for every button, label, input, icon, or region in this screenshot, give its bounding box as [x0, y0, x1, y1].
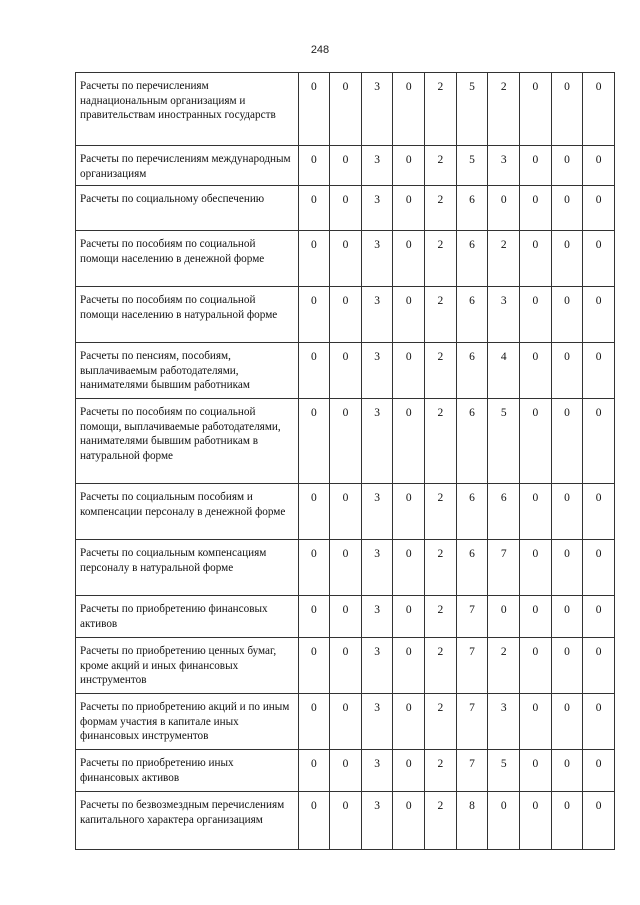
code-digit-cell: 3	[361, 231, 393, 287]
code-digit-cell: 2	[488, 231, 520, 287]
table-row	[76, 231, 615, 287]
code-digit-cell: 0	[551, 750, 583, 792]
table-row	[76, 399, 615, 484]
code-digit-cell: 5	[456, 146, 488, 186]
code-digit-cell: 3	[361, 287, 393, 343]
account-name-cell: Расчеты по безвозмездным перечислениям капитального характера организациям	[76, 792, 299, 850]
code-digit-cell: 0	[393, 694, 425, 750]
code-digit-cell: 3	[488, 287, 520, 343]
code-digit-cell: 0	[298, 484, 330, 540]
code-digit-cell: 3	[361, 399, 393, 484]
code-digit-cell: 0	[520, 596, 552, 638]
code-digit-cell: 3	[361, 73, 393, 146]
code-digit-cell: 0	[298, 792, 330, 850]
code-digit-cell: 0	[298, 73, 330, 146]
code-digit-cell: 7	[488, 540, 520, 596]
code-digit-cell: 0	[551, 186, 583, 231]
code-digit-cell: 0	[583, 596, 615, 638]
code-digit-cell: 0	[393, 638, 425, 694]
code-digit-cell: 2	[425, 146, 457, 186]
code-digit-cell: 0	[330, 73, 362, 146]
code-digit-cell: 0	[298, 540, 330, 596]
code-digit-cell: 0	[330, 399, 362, 484]
table-row	[76, 146, 615, 186]
code-digit-cell: 0	[298, 343, 330, 399]
code-digit-cell: 0	[551, 484, 583, 540]
code-digit-cell: 0	[298, 596, 330, 638]
code-digit-cell: 0	[298, 694, 330, 750]
code-digit-cell: 0	[393, 146, 425, 186]
code-digit-cell: 6	[456, 540, 488, 596]
code-digit-cell: 0	[330, 596, 362, 638]
code-digit-cell: 8	[456, 792, 488, 850]
code-digit-cell: 3	[361, 596, 393, 638]
code-digit-cell: 7	[456, 694, 488, 750]
code-digit-cell: 2	[425, 540, 457, 596]
code-digit-cell: 5	[456, 73, 488, 146]
code-digit-cell: 0	[520, 287, 552, 343]
code-digit-cell: 2	[425, 694, 457, 750]
code-digit-cell: 0	[520, 792, 552, 850]
code-digit-cell: 5	[488, 399, 520, 484]
code-digit-cell: 0	[520, 638, 552, 694]
account-name-cell: Расчеты по приобретению ценных бумаг, кроме акций и иных финансовых инструментов	[76, 638, 299, 694]
code-digit-cell: 0	[551, 146, 583, 186]
code-digit-cell: 0	[298, 186, 330, 231]
code-digit-cell: 0	[520, 146, 552, 186]
code-digit-cell: 2	[425, 287, 457, 343]
code-digit-cell: 0	[583, 540, 615, 596]
code-digit-cell: 0	[583, 186, 615, 231]
code-digit-cell: 0	[583, 750, 615, 792]
table-body	[76, 73, 615, 850]
code-digit-cell: 0	[393, 399, 425, 484]
code-digit-cell: 3	[488, 694, 520, 750]
account-name-cell: Расчеты по приобретению финансовых активов	[76, 596, 299, 638]
code-digit-cell: 0	[393, 73, 425, 146]
code-digit-cell: 0	[551, 694, 583, 750]
code-digit-cell: 6	[456, 231, 488, 287]
table-row	[76, 596, 615, 638]
code-digit-cell: 3	[361, 792, 393, 850]
code-digit-cell: 2	[425, 73, 457, 146]
table-row	[76, 792, 615, 850]
code-digit-cell: 0	[551, 343, 583, 399]
table-row	[76, 343, 615, 399]
code-digit-cell: 6	[456, 287, 488, 343]
account-name-cell: Расчеты по пособиям по социальной помощи населению в натуральной форме	[76, 287, 299, 343]
code-digit-cell: 0	[298, 146, 330, 186]
code-digit-cell: 2	[488, 638, 520, 694]
account-name-cell: Расчеты по социальным пособиям и компенсации персоналу в денежной форме	[76, 484, 299, 540]
table-row	[76, 186, 615, 231]
account-name-cell: Расчеты по приобретению иных финансовых активов	[76, 750, 299, 792]
table-row	[76, 73, 615, 146]
code-digit-cell: 6	[456, 186, 488, 231]
account-name-cell: Расчеты по социальному обеспечению	[76, 186, 299, 231]
code-digit-cell: 2	[425, 638, 457, 694]
code-digit-cell: 2	[425, 399, 457, 484]
code-digit-cell: 3	[361, 694, 393, 750]
code-digit-cell: 0	[393, 287, 425, 343]
code-digit-cell: 3	[361, 750, 393, 792]
code-digit-cell: 0	[298, 287, 330, 343]
code-digit-cell: 0	[330, 146, 362, 186]
code-digit-cell: 0	[583, 792, 615, 850]
code-digit-cell: 0	[393, 750, 425, 792]
code-digit-cell: 3	[361, 186, 393, 231]
account-name-cell: Расчеты по пособиям по социальной помощи, выплачиваемые работодателями, нанимателями бывшим работникам в натуральной форме	[76, 399, 299, 484]
code-digit-cell: 0	[520, 399, 552, 484]
code-digit-cell: 3	[361, 484, 393, 540]
code-digit-cell: 0	[298, 638, 330, 694]
code-digit-cell: 0	[330, 638, 362, 694]
code-digit-cell: 2	[425, 596, 457, 638]
code-digit-cell: 0	[551, 792, 583, 850]
account-name-cell: Расчеты по пособиям по социальной помощи населению в денежной форме	[76, 231, 299, 287]
code-digit-cell: 0	[298, 750, 330, 792]
code-digit-cell: 6	[456, 343, 488, 399]
code-digit-cell: 2	[425, 186, 457, 231]
code-digit-cell: 0	[520, 484, 552, 540]
account-name-cell: Расчеты по перечислениям наднациональным организациям и правительствам иностранных государств	[76, 73, 299, 146]
code-digit-cell: 2	[425, 792, 457, 850]
code-digit-cell: 0	[583, 287, 615, 343]
code-digit-cell: 3	[361, 638, 393, 694]
code-digit-cell: 0	[330, 231, 362, 287]
code-digit-cell: 0	[551, 73, 583, 146]
code-digit-cell: 0	[393, 540, 425, 596]
code-digit-cell: 0	[393, 231, 425, 287]
code-digit-cell: 0	[520, 73, 552, 146]
code-digit-cell: 0	[551, 596, 583, 638]
code-digit-cell: 0	[488, 186, 520, 231]
code-digit-cell: 0	[583, 399, 615, 484]
code-digit-cell: 0	[520, 186, 552, 231]
code-digit-cell: 2	[425, 343, 457, 399]
code-digit-cell: 0	[298, 231, 330, 287]
code-digit-cell: 2	[425, 484, 457, 540]
code-digit-cell: 2	[425, 750, 457, 792]
code-digit-cell: 0	[520, 694, 552, 750]
code-digit-cell: 0	[520, 343, 552, 399]
code-digit-cell: 0	[330, 186, 362, 231]
code-digit-cell: 5	[488, 750, 520, 792]
account-name-cell: Расчеты по пенсиям, пособиям, выплачиваемым работодателями, нанимателями бывшим работникам	[76, 343, 299, 399]
table-row	[76, 287, 615, 343]
code-digit-cell: 6	[456, 484, 488, 540]
code-digit-cell: 0	[520, 231, 552, 287]
code-digit-cell: 0	[583, 694, 615, 750]
code-digit-cell: 7	[456, 638, 488, 694]
code-digit-cell: 0	[393, 596, 425, 638]
code-digit-cell: 3	[361, 146, 393, 186]
code-digit-cell: 0	[330, 792, 362, 850]
code-digit-cell: 0	[520, 750, 552, 792]
code-digit-cell: 6	[456, 399, 488, 484]
code-digit-cell: 0	[551, 399, 583, 484]
code-digit-cell: 4	[488, 343, 520, 399]
code-digit-cell: 0	[330, 484, 362, 540]
code-digit-cell: 3	[361, 540, 393, 596]
code-digit-cell: 0	[330, 287, 362, 343]
code-digit-cell: 0	[298, 399, 330, 484]
account-name-cell: Расчеты по приобретению акций и по иным формам участия в капитале иных финансовых инструментов	[76, 694, 299, 750]
code-digit-cell: 0	[330, 343, 362, 399]
table-row	[76, 638, 615, 694]
code-digit-cell: 2	[488, 73, 520, 146]
code-digit-cell: 0	[583, 146, 615, 186]
table-row	[76, 750, 615, 792]
code-digit-cell: 6	[488, 484, 520, 540]
code-digit-cell: 0	[551, 540, 583, 596]
code-digit-cell: 0	[583, 73, 615, 146]
page-number: 248	[310, 44, 330, 56]
code-digit-cell: 7	[456, 750, 488, 792]
code-digit-cell: 0	[520, 540, 552, 596]
code-digit-cell: 0	[393, 792, 425, 850]
table-row	[76, 484, 615, 540]
code-digit-cell: 0	[393, 484, 425, 540]
code-digit-cell: 0	[583, 231, 615, 287]
code-digit-cell: 0	[583, 484, 615, 540]
account-name-cell: Расчеты по перечислениям международным организациям	[76, 146, 299, 186]
code-digit-cell: 0	[330, 750, 362, 792]
code-digit-cell: 0	[551, 231, 583, 287]
account-name-cell: Расчеты по социальным компенсациям персоналу в натуральной форме	[76, 540, 299, 596]
code-digit-cell: 0	[488, 596, 520, 638]
code-digit-cell: 3	[361, 343, 393, 399]
code-digit-cell: 0	[583, 343, 615, 399]
code-digit-cell: 0	[393, 343, 425, 399]
code-digit-cell: 0	[551, 287, 583, 343]
code-digit-cell: 0	[583, 638, 615, 694]
code-digit-cell: 0	[330, 694, 362, 750]
code-digit-cell: 2	[425, 231, 457, 287]
code-digit-cell: 0	[551, 638, 583, 694]
code-digit-cell: 0	[488, 792, 520, 850]
code-digit-cell: 7	[456, 596, 488, 638]
table-row	[76, 540, 615, 596]
account-codes-table	[75, 72, 615, 850]
code-digit-cell: 3	[488, 146, 520, 186]
code-digit-cell: 0	[393, 186, 425, 231]
code-digit-cell: 0	[330, 540, 362, 596]
table-row	[76, 694, 615, 750]
